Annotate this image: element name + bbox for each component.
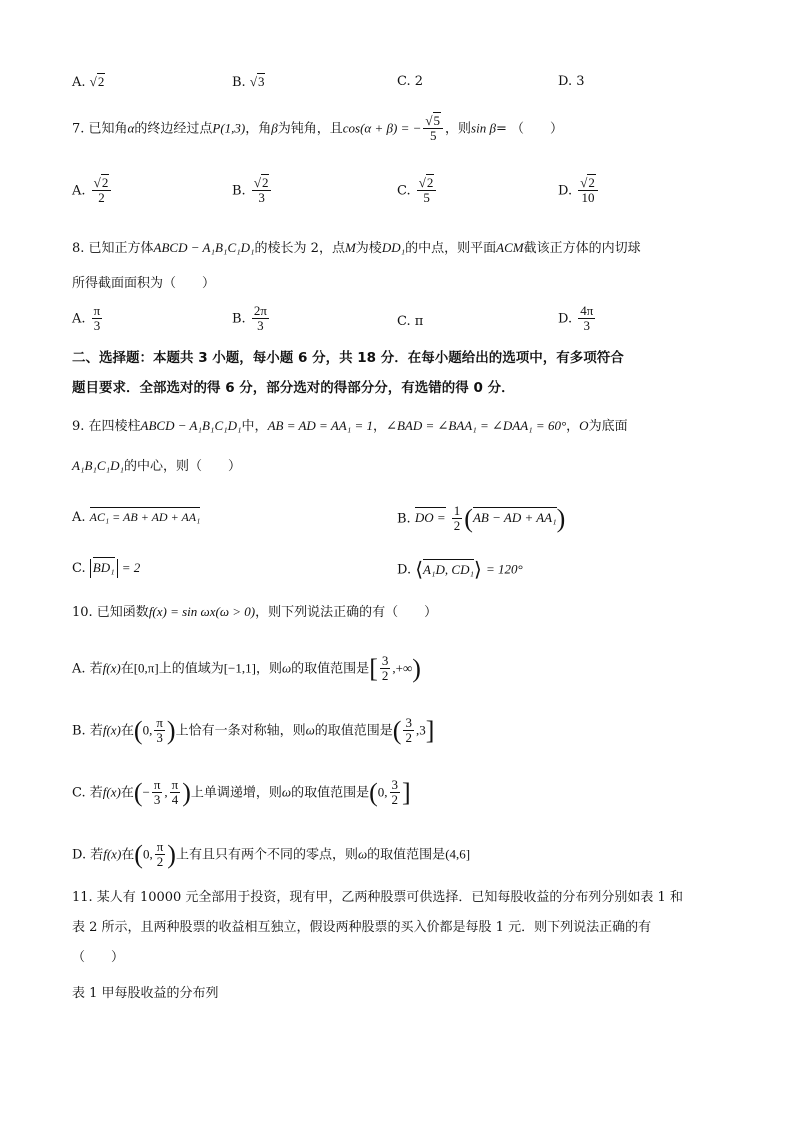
denominator: 5 (429, 128, 437, 144)
text: 在 (120, 723, 134, 739)
math: ,+∞ (392, 660, 413, 676)
q8-stem-line2: 所得截面面积为（ ） (72, 276, 216, 291)
option-label: A. (72, 311, 86, 327)
fraction: $\frac{√2}{10}$ (578, 176, 598, 206)
math: f(x) = sin ωx(ω > 0) (148, 604, 256, 619)
math: f(x) (102, 784, 121, 800)
text: 的终边经过点 (134, 121, 213, 137)
math: f(x) (102, 660, 121, 676)
denominator: 4 (171, 792, 179, 808)
text: ， (373, 419, 387, 434)
fraction: $\frac{√2}{5}$ (417, 176, 437, 206)
text: 的取值范围是 (291, 661, 370, 677)
fraction (155, 840, 166, 870)
math: O (579, 418, 589, 433)
radicand: 2 (588, 175, 595, 190)
denominator: 2 (98, 190, 105, 206)
option-label: B. (232, 311, 246, 327)
math: A₁B₁C₁D₁ (72, 458, 125, 473)
math: [0,π] (133, 660, 159, 676)
fraction (390, 778, 401, 808)
q10-option-a: A. 若f(x)在[0,π]上的值域为[−1,1]，则ω的取值范围是[ $\frac{3}{2}$ ,+∞) (72, 653, 421, 684)
text: D. 若 (72, 847, 104, 863)
text: ，则 (255, 661, 282, 677)
denominator: 2 (391, 792, 399, 808)
q9-option-a (72, 510, 200, 525)
option-label: C. (397, 314, 411, 329)
q7-option-c (397, 176, 438, 206)
math: ω (281, 784, 292, 800)
denominator: 5 (423, 190, 430, 206)
math: AB = AD = AA₁ = 1 (267, 418, 374, 433)
value: π (414, 314, 424, 329)
denominator: 3 (257, 318, 264, 334)
fraction (92, 304, 103, 334)
numerator: π (156, 839, 164, 854)
text: 上恰有一条对称轴，则 (175, 723, 306, 739)
numerator: 3 (381, 653, 389, 668)
q10-option-c: C. 若f(x)在(− $\frac{\pi}{3}$ , $\frac{\pi}{4}$ )上单调递增，则ω的取值范围是(0, $\frac{3}{2}$ ] (72, 777, 411, 808)
q7-stem (72, 114, 563, 144)
option-label: D. (558, 183, 573, 199)
fraction: $\frac{√5}{5}$ (423, 114, 443, 144)
text: 7. 已知角 (72, 121, 128, 137)
denominator: 3 (258, 190, 265, 206)
fraction (578, 304, 595, 334)
math: ∠BAD = ∠BAA₁ = ∠DAA₁ = 60° (386, 418, 567, 433)
numerator: π (171, 777, 179, 792)
q9-option-b: B. DO = $\frac{1}{2}$ (AB − AD + AA₁) (397, 503, 566, 534)
math: ω (357, 846, 368, 862)
option-label: D. (558, 311, 573, 327)
text: 为钝角，且 (277, 121, 343, 137)
numerator: 1 (453, 503, 461, 518)
numerator: π (93, 303, 101, 318)
section-heading: 二、选择题：本题共 3 小题，每小题 6 分，共 18 分．在每小题给出的选项中，有多项符合 (72, 350, 624, 366)
text: 在 (120, 785, 134, 801)
sqrt-expression: √3 (249, 74, 265, 89)
text: 的取值范围是 (314, 723, 393, 739)
fraction: $\frac{√2}{3}$ (252, 176, 272, 206)
text: 截该正方体的内切球 (523, 241, 641, 256)
text: 的中心，则（ ） (124, 459, 242, 474)
q6-option-b (232, 74, 265, 90)
q11-stem: 11. 某人有 10000 元全部用于投资，现有甲，乙两种股票可供选择．已知每股收益的分布列分别如表 1 和 (72, 890, 683, 905)
math: ω (281, 660, 292, 676)
q10-stem (72, 604, 437, 621)
text: 9. 在四棱柱 (72, 419, 141, 434)
vector: BD₁ (92, 560, 115, 575)
q8-option-a (72, 304, 104, 334)
math: (4,6] (445, 846, 471, 862)
fraction (152, 778, 163, 808)
math: sin β (471, 120, 496, 136)
option-label: C. (72, 561, 86, 576)
text: 上有且只有两个不同的零点，则 (175, 847, 358, 863)
radicand: 2 (261, 175, 269, 190)
numerator: π (153, 777, 161, 792)
text: 上单调递增，则 (190, 785, 282, 801)
numerator: 4π (580, 303, 594, 318)
q6-option-a (72, 74, 105, 90)
vector: DO = (414, 510, 446, 526)
denominator: 2 (381, 668, 389, 684)
fraction (403, 716, 414, 746)
sqrt-expression: √2 (89, 74, 105, 89)
denominator: 10 (581, 190, 595, 206)
text: ，角 (245, 121, 272, 137)
math: M (344, 240, 356, 255)
option-label: A. (72, 75, 86, 90)
q9-option-d: D. ⟨A₁D, CD₁⟩ = 120° (397, 559, 523, 581)
text: 10. 已知函数 (72, 605, 149, 620)
option-label: B. (232, 183, 246, 199)
text: ，则下列说法正确的有（ ） (255, 605, 438, 620)
text: 上的值域为 (158, 661, 224, 677)
numerator: 2π (253, 303, 267, 318)
text: 在 (120, 661, 134, 677)
math: cos(α + β) = − (342, 120, 422, 136)
numerator: π (156, 715, 163, 730)
text: C. 若 (72, 785, 103, 801)
option-label: B. (397, 511, 411, 527)
magnitude (90, 559, 118, 578)
denominator: 2 (405, 730, 412, 746)
math: = 2 (121, 560, 141, 575)
q8-stem (72, 240, 641, 257)
math: = 120° (485, 561, 523, 577)
q7-option-d (558, 176, 600, 206)
q8-option-c (397, 314, 423, 329)
vector-equation: AC₁ = AB + AD + AA₁ (89, 510, 201, 524)
text: B. 若 (72, 723, 103, 739)
denominator: 3 (153, 792, 161, 808)
fraction (170, 778, 181, 808)
math: α (127, 120, 135, 136)
fraction (154, 716, 165, 746)
fraction: $\frac{√2}{2}$ (92, 176, 112, 206)
option-label: A. (72, 510, 86, 525)
q10-option-d: D. 若f(x)在(0, $\frac{\pi}{2}$ )上有且只有两个不同的零点，则ω的取值范围是(4,6] (72, 839, 471, 870)
text: ，则 (445, 121, 472, 137)
q7-option-b (232, 176, 273, 206)
vector-pair: A₁D, CD₁ (423, 561, 474, 577)
text: 为底面 (588, 419, 628, 434)
text: = （ ） (495, 121, 563, 137)
text: 在 (121, 847, 135, 863)
denominator: 2 (453, 518, 461, 534)
math: f(x) (103, 846, 122, 862)
q8-option-d (558, 304, 597, 334)
q7-option-a (72, 176, 113, 206)
q9-stem (72, 418, 628, 435)
option-label: C. (397, 183, 411, 199)
denominator: 3 (583, 318, 591, 334)
text: 的取值范围是 (291, 785, 370, 801)
math: P(1,3) (212, 120, 246, 136)
fraction (380, 654, 391, 684)
radicand: 2 (101, 175, 109, 190)
math: [−1,1] (223, 660, 256, 676)
denominator: 3 (93, 318, 101, 334)
text: 中， (241, 419, 268, 434)
radicand: 3 (257, 74, 265, 89)
q6-option-c: C. 2 (397, 74, 424, 89)
math: f(x) (102, 722, 121, 738)
text: A. 若 (72, 661, 103, 677)
section-heading-line2: 题目要求．全部选对的得 6 分，部分选对的得部分分，有选错的得 0 分． (72, 380, 515, 396)
q10-option-b: B. 若f(x)在(0, $\frac{\pi}{3}$ )上恰有一条对称轴，则ω的取值范围是( $\frac{3}{2}$ ,3] (72, 715, 435, 746)
denominator: 3 (156, 730, 163, 746)
option-label: A. (72, 183, 86, 199)
q11-stem-line2: 表 2 所示，且两种股票的收益相互独立，假设两种股票的买入价都是每股 1 元．则下列说法正确的有 (72, 920, 652, 935)
q11-stem-line3: （ ） (72, 950, 125, 965)
text: 的棱长为 2，点 (254, 241, 345, 256)
fraction (452, 504, 463, 534)
math: ACM (496, 240, 524, 255)
text: 8. 已知正方体 (72, 241, 154, 256)
denominator: 2 (156, 854, 164, 870)
math: ω (305, 722, 315, 738)
q9-stem-line2 (72, 458, 241, 475)
q9-option-c (72, 560, 140, 576)
math: ,3 (415, 722, 426, 738)
text: 为棱 (355, 241, 382, 256)
radicand: 2 (426, 175, 434, 190)
math: ABCD − A₁B₁C₁D₁ (153, 240, 255, 255)
option-label: D. (397, 562, 412, 578)
table-caption: 表 1 甲每股收益的分布列 (72, 986, 219, 1001)
q8-option-b (232, 304, 271, 334)
text: 的中点，则平面 (405, 241, 497, 256)
math: β (271, 120, 278, 136)
numerator: 3 (405, 715, 412, 730)
math: DD₁ (381, 240, 406, 255)
vector-expression: AB − AD + AA₁ (472, 510, 557, 526)
radicand: 5 (433, 113, 441, 128)
radicand: 2 (97, 74, 105, 89)
text: 的取值范围是 (367, 847, 446, 863)
math: ABCD − A₁B₁C₁D₁ (140, 418, 242, 433)
q6-option-d: D. 3 (558, 74, 585, 89)
numerator: 3 (391, 777, 399, 792)
text: ， (566, 419, 580, 434)
fraction (252, 304, 269, 334)
option-label: B. (232, 75, 246, 90)
